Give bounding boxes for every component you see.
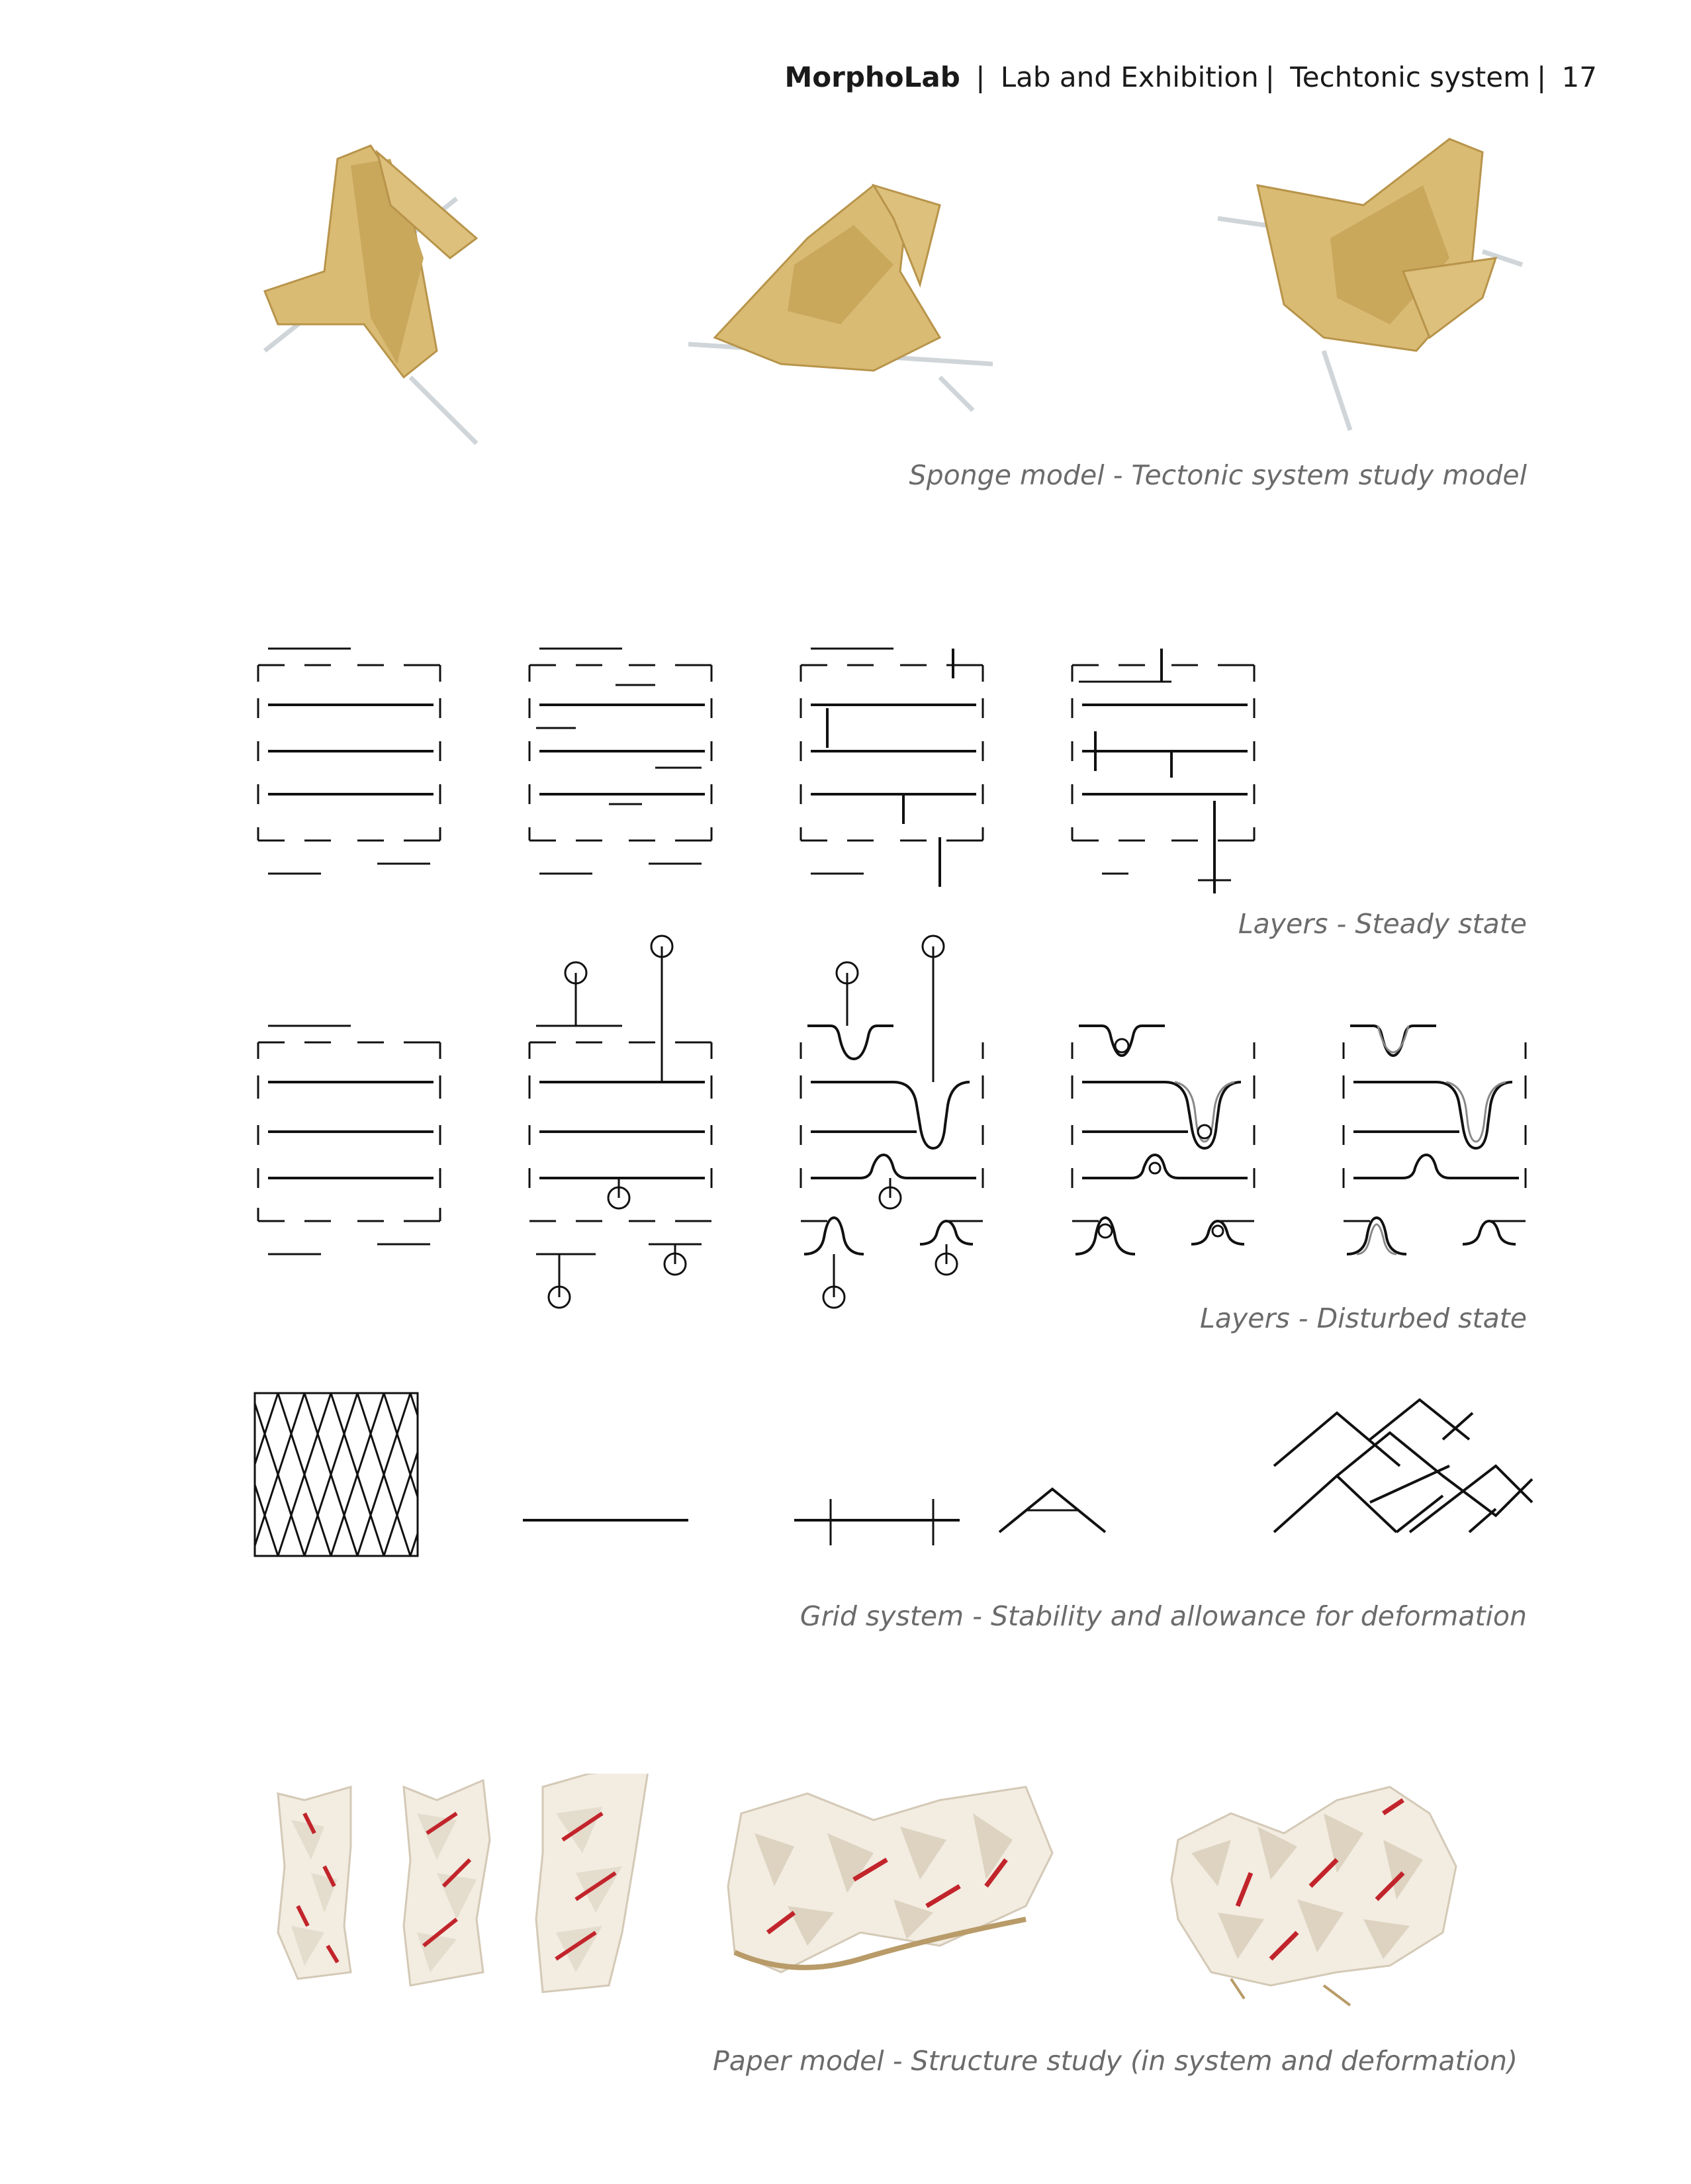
paper-model-folded bbox=[728, 1787, 1052, 1972]
sponge-model-photos bbox=[238, 126, 1549, 483]
disturbed-diagram-2 bbox=[529, 936, 711, 1308]
header-separator: | bbox=[1265, 61, 1275, 93]
paper-model-flat-1 bbox=[278, 1787, 351, 1979]
disturbed-diagram-4 bbox=[1072, 1026, 1254, 1254]
caption-sponge-model: Sponge model - Tectonic system study model bbox=[909, 459, 1527, 491]
caption-layers-disturbed: Layers - Disturbed state bbox=[1200, 1302, 1527, 1334]
grid-line-with-ticks bbox=[794, 1499, 960, 1545]
page-header bbox=[784, 61, 1597, 93]
layers-steady-diagrams bbox=[251, 635, 1284, 900]
header-topic: Techtonic system bbox=[1290, 61, 1531, 93]
paper-model-flat-2 bbox=[404, 1780, 490, 1985]
grid-diamond-lattice bbox=[1274, 1400, 1532, 1532]
brand-name: MorphoLab bbox=[784, 61, 960, 93]
sponge-model-2 bbox=[688, 185, 993, 410]
header-separator: | bbox=[976, 61, 985, 93]
sponge-model-3 bbox=[1218, 139, 1522, 430]
sponge-model-1 bbox=[265, 146, 477, 443]
paper-model-deformed bbox=[1171, 1787, 1456, 2005]
steady-diagram-1 bbox=[258, 649, 440, 874]
header-section: Lab and Exhibition bbox=[1000, 61, 1259, 93]
caption-grid-system: Grid system - Stability and allowance for deformation bbox=[800, 1600, 1527, 1632]
paper-model-flat-3 bbox=[536, 1774, 649, 1992]
header-separator: | bbox=[1537, 61, 1547, 93]
disturbed-diagram-1 bbox=[258, 1026, 440, 1254]
page-number: 17 bbox=[1561, 61, 1597, 93]
caption-paper-model: Paper model - Structure study (in system and deformation) bbox=[713, 2045, 1518, 2077]
steady-diagram-2 bbox=[529, 649, 711, 874]
diagonal-grid-square bbox=[251, 1393, 490, 1556]
disturbed-diagram-5 bbox=[1344, 1026, 1526, 1254]
disturbed-diagram-3 bbox=[801, 936, 983, 1308]
steady-diagram-4 bbox=[1072, 649, 1254, 893]
steady-diagram-3 bbox=[801, 649, 983, 887]
caption-layers-steady: Layers - Steady state bbox=[1238, 908, 1527, 940]
layers-disturbed-diagrams bbox=[251, 927, 1562, 1317]
paper-model-photos bbox=[265, 1774, 1522, 2025]
grid-system-diagrams bbox=[251, 1390, 1549, 1575]
grid-diamond bbox=[999, 1489, 1105, 1532]
